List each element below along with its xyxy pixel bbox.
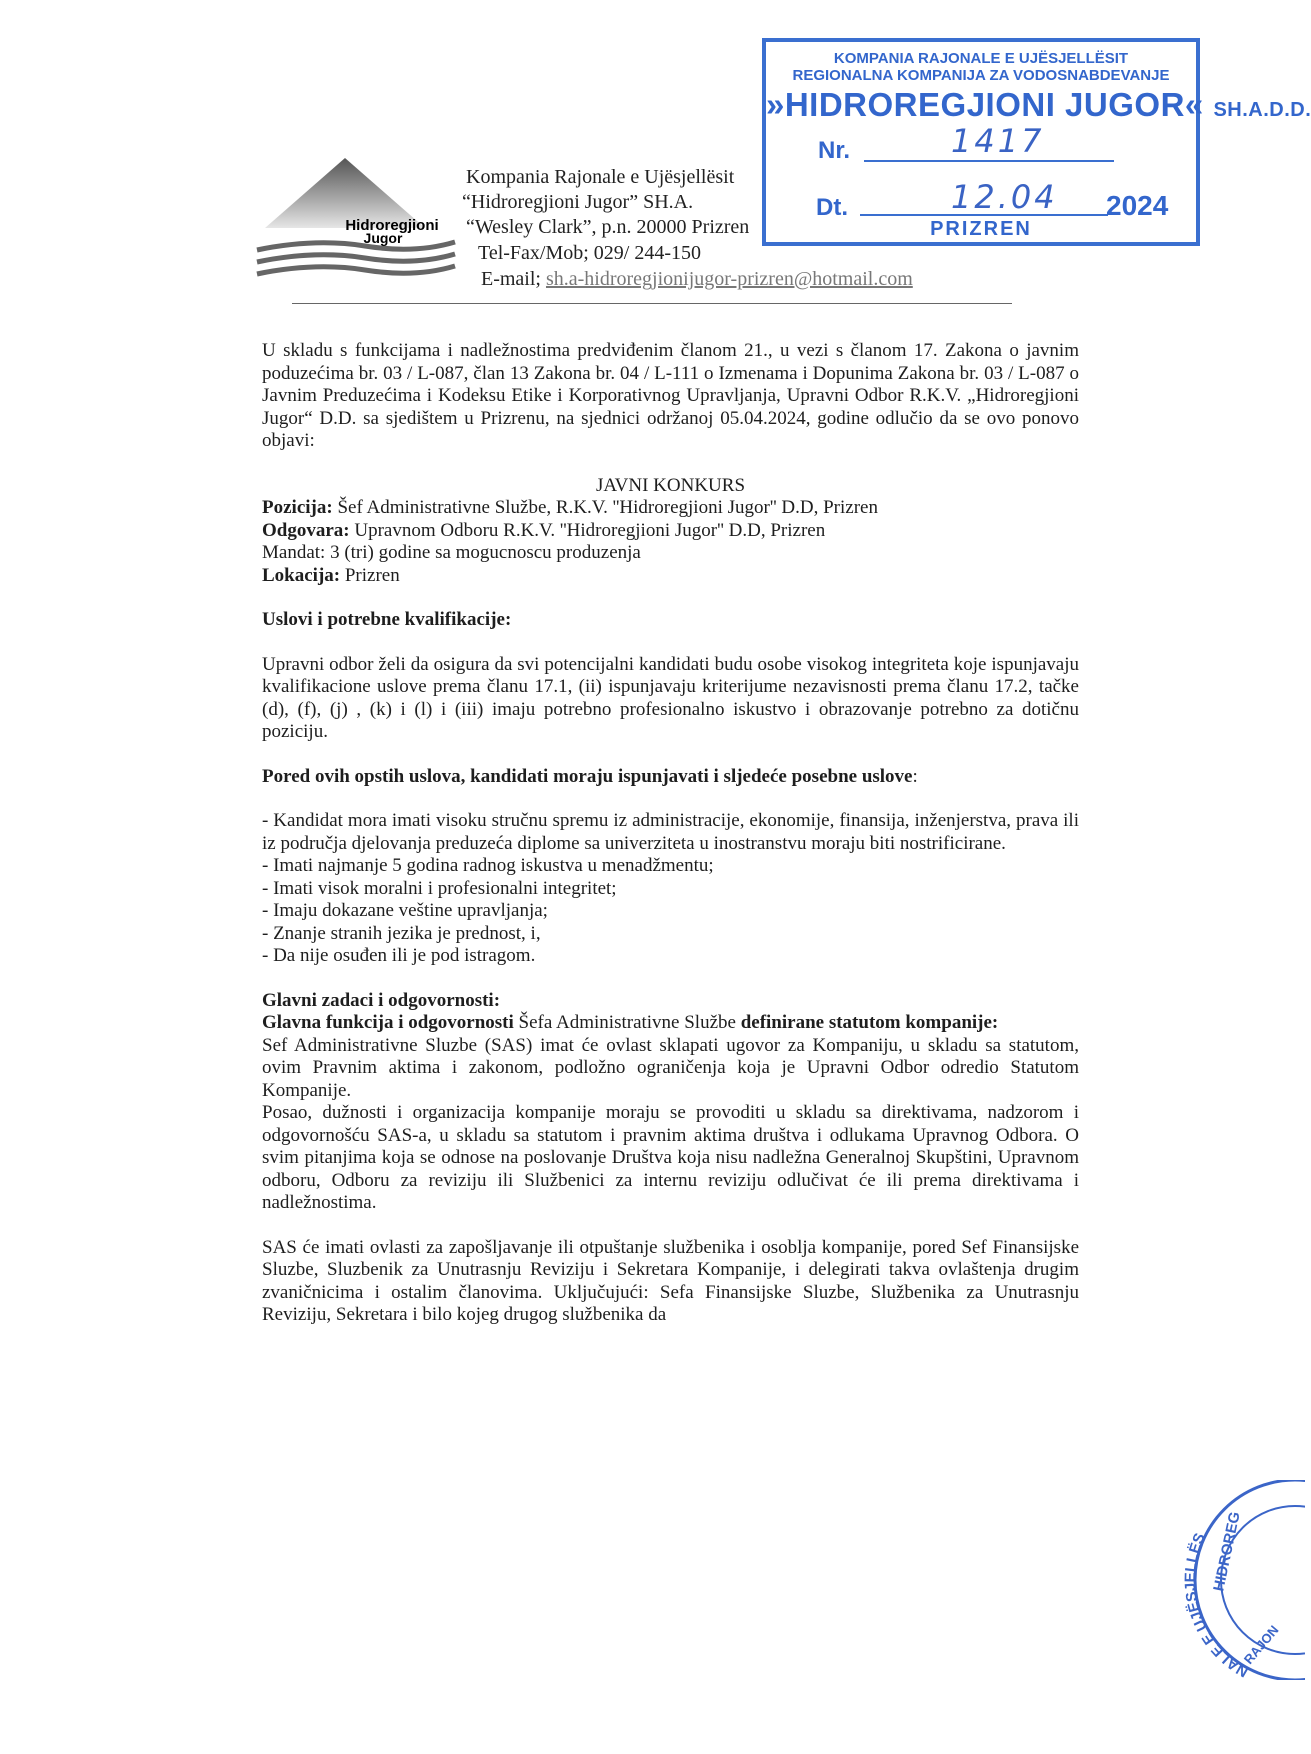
header-divider (292, 303, 1012, 304)
list-item: - Kandidat mora imati visoku stručnu spremu iz administracije, ekonomije, finansija, inženjerstva, prava ili iz područja djelovanja preduzeća diplome sa univerziteta u inostranstvu moraju biti nostrificirane. (262, 810, 1079, 854)
stamp-nr-underline (864, 160, 1114, 162)
document-body (262, 340, 1079, 1327)
list-item: - Da nije osuđen ili je pod istragom. (262, 945, 536, 966)
header-company-legal: “Hidroregjioni Jugor” SH.A. (462, 191, 694, 213)
stamp-line1: KOMPANIA RAJONALE E UJËSJELLËSIT (833, 50, 1129, 67)
position-value: Šef Administrativne Službe, R.K.V. ''Hidroregjioni Jugor'' D.D, Prizren (332, 497, 878, 518)
intro-paragraph: U skladu s funkcijama i nadležnostima predviđenim članom 21., u vezi s članom 17. Zakona o javnim poduzećima br. 03 / L-087, član 13 Zakona br. 04 / L-111 o Izmenama i Dopunima Zakona br. 03 / L-087 o Javnim Preduzećima i Kodeksu Etike i Korporativnog Upravljanja, Upravni Odbor R.K.V. „Hidroregjioni Jugor“ D.D. sa sjedištem u Prizrenu, na sjednici održanoj 05.04.2024, godine odlučio da se ovo ponovo objavi: (262, 340, 1079, 451)
reports-to-label: Odgovara: (262, 519, 350, 541)
wave-icon (257, 254, 455, 262)
main-function-bold-end: definirane statutom kompanije: (740, 1012, 999, 1033)
reports-to-value: Upravnom Odboru R.K.V. ''Hidroregjioni Jugor'' D.D, Prizren (349, 519, 826, 541)
wave-icon (257, 266, 455, 274)
position-line (262, 497, 1079, 520)
tasks-heading: Glavni zadaci i odgovornosti: (262, 989, 501, 1011)
stamp-nr-label: Nr. (818, 137, 851, 164)
header-phone: Tel-Fax/Mob; 029/ 244-150 (478, 242, 702, 264)
location-value: Prizren (340, 564, 400, 586)
stamp-nr-value: 1417 (951, 122, 1045, 160)
header-address: “Wesley Clark”, p.n. 20000 Prizren (466, 216, 750, 238)
logo-text-line1: Hidroregjioni (345, 217, 439, 234)
stamp-year: 2024 (1106, 190, 1169, 221)
location-line (262, 565, 1079, 588)
sas-paragraph-2: Posao, dužnosti i organizacija kompanije moraju se provoditi u skladu sa direktivama, nadzorom i odgovornošću SAS-a, u skladu sa statutom i pravnim aktima društva i odlukama Upravnog Odbora. O svim pitanjima koja se odnose na poslovanje Društva koja nisu nadležna Generalnoj Skupštini, Upravnom odboru, Odboru za reviziju ili Službenici za internu reviziju odlučivat će ili prema direktivama i nadležnostima. (262, 1102, 1079, 1213)
email-link[interactable]: sh.a-hidroregjionijugor-prizren@hotmail.com (545, 268, 913, 290)
stamp-line2: REGIONALNA KOMPANIJA ZA VODOSNABDEVANJE (792, 67, 1170, 84)
stamp-city: PRIZREN (930, 218, 1032, 240)
conditions-paragraph: Upravni odbor želi da osigura da svi potencijalni kandidati budu osobe visokog integriteta koje ispunjavaju kvalifikacione uslove prema članu 17.1, (ii) ispunjavaju kriterijume nezavisnosti prema članu 17.2, tačke (d), (f), (j) , (k) i (l) i (iii) imaju potrebno profesionalno iskustvo i obrazovanje potrebno za dotičnu poziciju. (262, 653, 1079, 742)
registration-stamp (762, 38, 1311, 246)
sas-paragraph-1: Sef Administrativne Sluzbe (SAS) imat će ovlast sklapati ugovor za Kompaniju, u skladu sa statutom, ovim Pravnim aktima i zakonom, podložno ograničenja koja je Upravni Odbor odredio Statutom Kompanije. (262, 1034, 1079, 1101)
special-conditions-heading-text: Pored ovih opstih uslova, kandidati moraju ispunjavati i sljedeće posebne uslove (262, 765, 913, 787)
seal-text-bottom: RAJON (1240, 1622, 1282, 1667)
official-seal (1175, 1480, 1305, 1680)
special-conditions-colon: : (912, 765, 918, 787)
list-item: - Znanje stranih jezika je prednost, i, (262, 922, 541, 944)
location-label: Lokacija: (262, 564, 341, 586)
mandate-line: Mandat: 3 (tri) godine sa mogucnoscu produzenja (262, 542, 641, 563)
stamp-company-name: »HIDROREGJIONI JUGOR« (766, 86, 1204, 123)
list-item: - Imati najmanje 5 godina radnog iskustva u menadžmentu; (262, 855, 714, 876)
stamp-dt-value: 12.04 (951, 178, 1058, 216)
list-item: - Imati visok moralni i profesionalni integritet; (262, 877, 617, 899)
stamp-company-suffix: SH.A.D.D. (1213, 99, 1311, 121)
sas-paragraph-3: SAS će imati ovlasti za zapošljavanje ili otpuštanje službenika i osoblja kompanije, pored Sef Finansijske Sluzbe, Sluzbenik za Unutrasnju Reviziju i Sekretara Kompanije, i delegirati takva ovlaštenja drugim zvaničnicima i ostalim članovima. Uključujući: Sefa Finansijske Sluzbe, Službenika za Unutrasnju Reviziju, Sekretara i bilo kojeg drugog službenika da (262, 1236, 1079, 1325)
stamp-company (766, 86, 1311, 124)
wave-icon (257, 242, 455, 250)
position-label: Pozicija: (262, 497, 333, 518)
company-logo (255, 150, 455, 285)
seal-text-outer: NALE E UJËSJELLËS (1181, 1530, 1252, 1680)
conditions-heading: Uslovi i potrebne kvalifikacije: (262, 609, 512, 630)
main-function-normal: Šefa Administrativne Službe (513, 1012, 741, 1033)
logo-text-line2: Jugor (363, 230, 403, 246)
document-title: JAVNI KONKURS (595, 474, 746, 496)
header-company-name: Kompania Rajonale e Ujësjellësit (466, 166, 735, 188)
list-item: - Imaju dokazane veštine upravljanja; (262, 900, 548, 921)
main-function-line (262, 1012, 1079, 1035)
reports-to-line (262, 520, 1079, 543)
special-conditions-heading (262, 766, 1079, 789)
stamp-dt-label: Dt. (816, 194, 848, 221)
header-email (481, 267, 913, 291)
seal-text-inner: HIDROREG (1210, 1510, 1244, 1593)
main-function-bold: Glavna funkcija i odgovornosti (262, 1012, 514, 1033)
email-label: E-mail; (481, 268, 541, 290)
